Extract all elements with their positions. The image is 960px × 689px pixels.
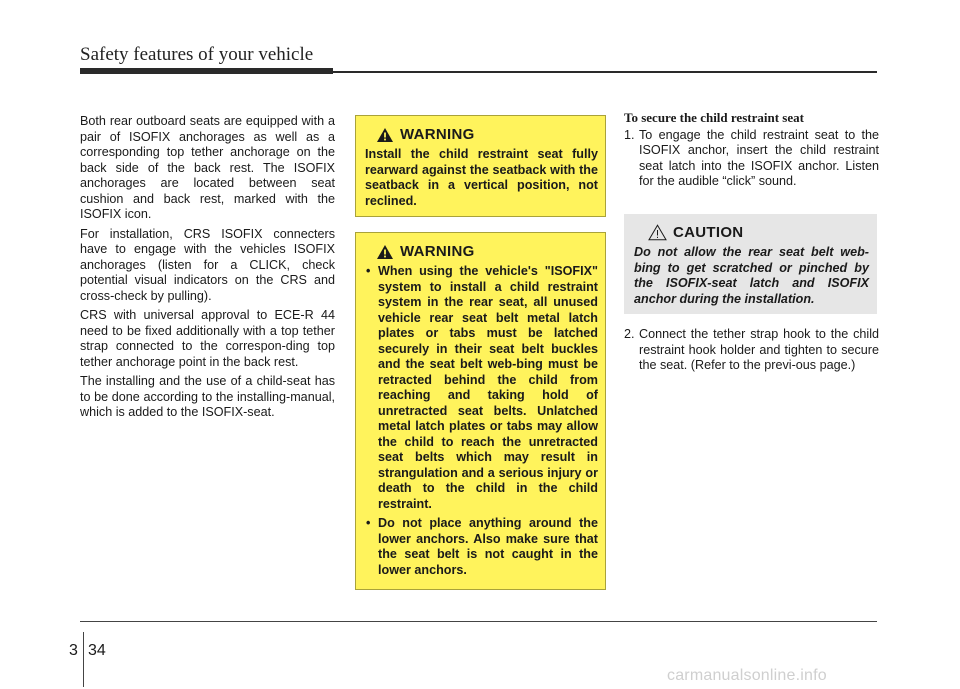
bullet-text: Do not place anything around the lower anchors. Also make sure that the seat belt is not caught in the lower anchors. (378, 516, 598, 577)
page-header-title: Safety features of your vehicle (80, 44, 314, 65)
warning-header (365, 243, 598, 260)
paragraph: CRS with universal approval to ECE-R 44 need to be fixed additionally with a top tether strap connected to the correspon-ding top tether anchorage point in the back rest. (80, 308, 335, 369)
caution-triangle-icon (648, 224, 667, 241)
warning-bullet-list (365, 264, 598, 578)
list-item (365, 516, 598, 578)
caution-box (624, 214, 877, 314)
paragraph: The installing and the use of a child-seat has to be done according to the installing-manual, which is added to the ISOFIX-seat. (80, 374, 335, 419)
header-rule (80, 68, 877, 74)
warning-box-seat-position (355, 115, 606, 217)
step-text: Connect the tether strap hook to the child restraint hook holder and tighten to secure the seat. (Refer to the previ-ous page.) (639, 327, 879, 372)
section-subheading: To secure the child restraint seat (624, 110, 804, 125)
left-column (80, 114, 335, 425)
caution-title: CAUTION (673, 224, 744, 241)
step-2 (624, 327, 879, 374)
bullet-dot: • (366, 516, 371, 530)
list-item (365, 264, 598, 512)
caution-text: Do not allow the rear seat belt web-bing to get scratched or pinched by the ISOFIX-seat latch and ISOFIX anchor during the installation. (634, 245, 869, 306)
warning-text: Install the child restraint seat fully rearward against the seatback with the seatback in a vertical position, not reclined. (365, 147, 598, 208)
footer-rule (80, 621, 877, 622)
bullet-text: When using the vehicle's "ISOFIX" system to install a child restraint system in the rear seat, all unused vehicle rear seat belt metal latch plates or tabs must be latched securely in their seat belt buckles and the seat belt web-bing must be retracted behind the child from reaching and taking hold of unretracted seat belts. Unlatched metal latch plates or tabs may allow the child to reach the unretracted seat belts which may result in strangulation and a serious injury or death to the child in the child restraint. (378, 264, 598, 511)
footer-vertical-rule (83, 632, 84, 687)
step-1 (624, 128, 879, 190)
step-text: To engage the child restraint seat to the ISOFIX anchor, insert the child restraint seat latch into the ISOFIX anchor. Listen for the audible “click” sound. (639, 127, 879, 188)
right-column (624, 110, 879, 190)
warning-header (365, 126, 598, 143)
header-rule-thick (80, 68, 333, 74)
warning-triangle-icon (376, 244, 394, 260)
warning-triangle-icon (376, 127, 394, 143)
paragraph: For installation, CRS ISOFIX connecters have to engage with the vehicles ISOFIX anchorages (listen for a CLICK, check potential visual indicators on the CRS and cross-check by pulling). (80, 226, 335, 303)
chapter-number: 3 (69, 642, 78, 659)
warning-box-isofix (355, 232, 606, 590)
warning-title: WARNING (400, 243, 475, 260)
right-column-continued (624, 327, 879, 374)
warning-title: WARNING (400, 126, 475, 143)
page-number: 34 (88, 642, 106, 659)
header-rule-thin (333, 71, 877, 73)
step-number: 1. (624, 127, 635, 142)
bullet-dot: • (366, 264, 371, 278)
watermark: carmanualsonline.info (667, 667, 827, 684)
paragraph: Both rear outboard seats are equipped with a pair of ISOFIX anchorages as well as a corresponding top tether anchorage on the back side of the back rest. The ISOFIX anchorages are located between seat cushion and back rest, marked with the ISOFIX icon. (80, 114, 335, 221)
step-number: 2. (624, 327, 635, 341)
caution-header (634, 224, 869, 241)
